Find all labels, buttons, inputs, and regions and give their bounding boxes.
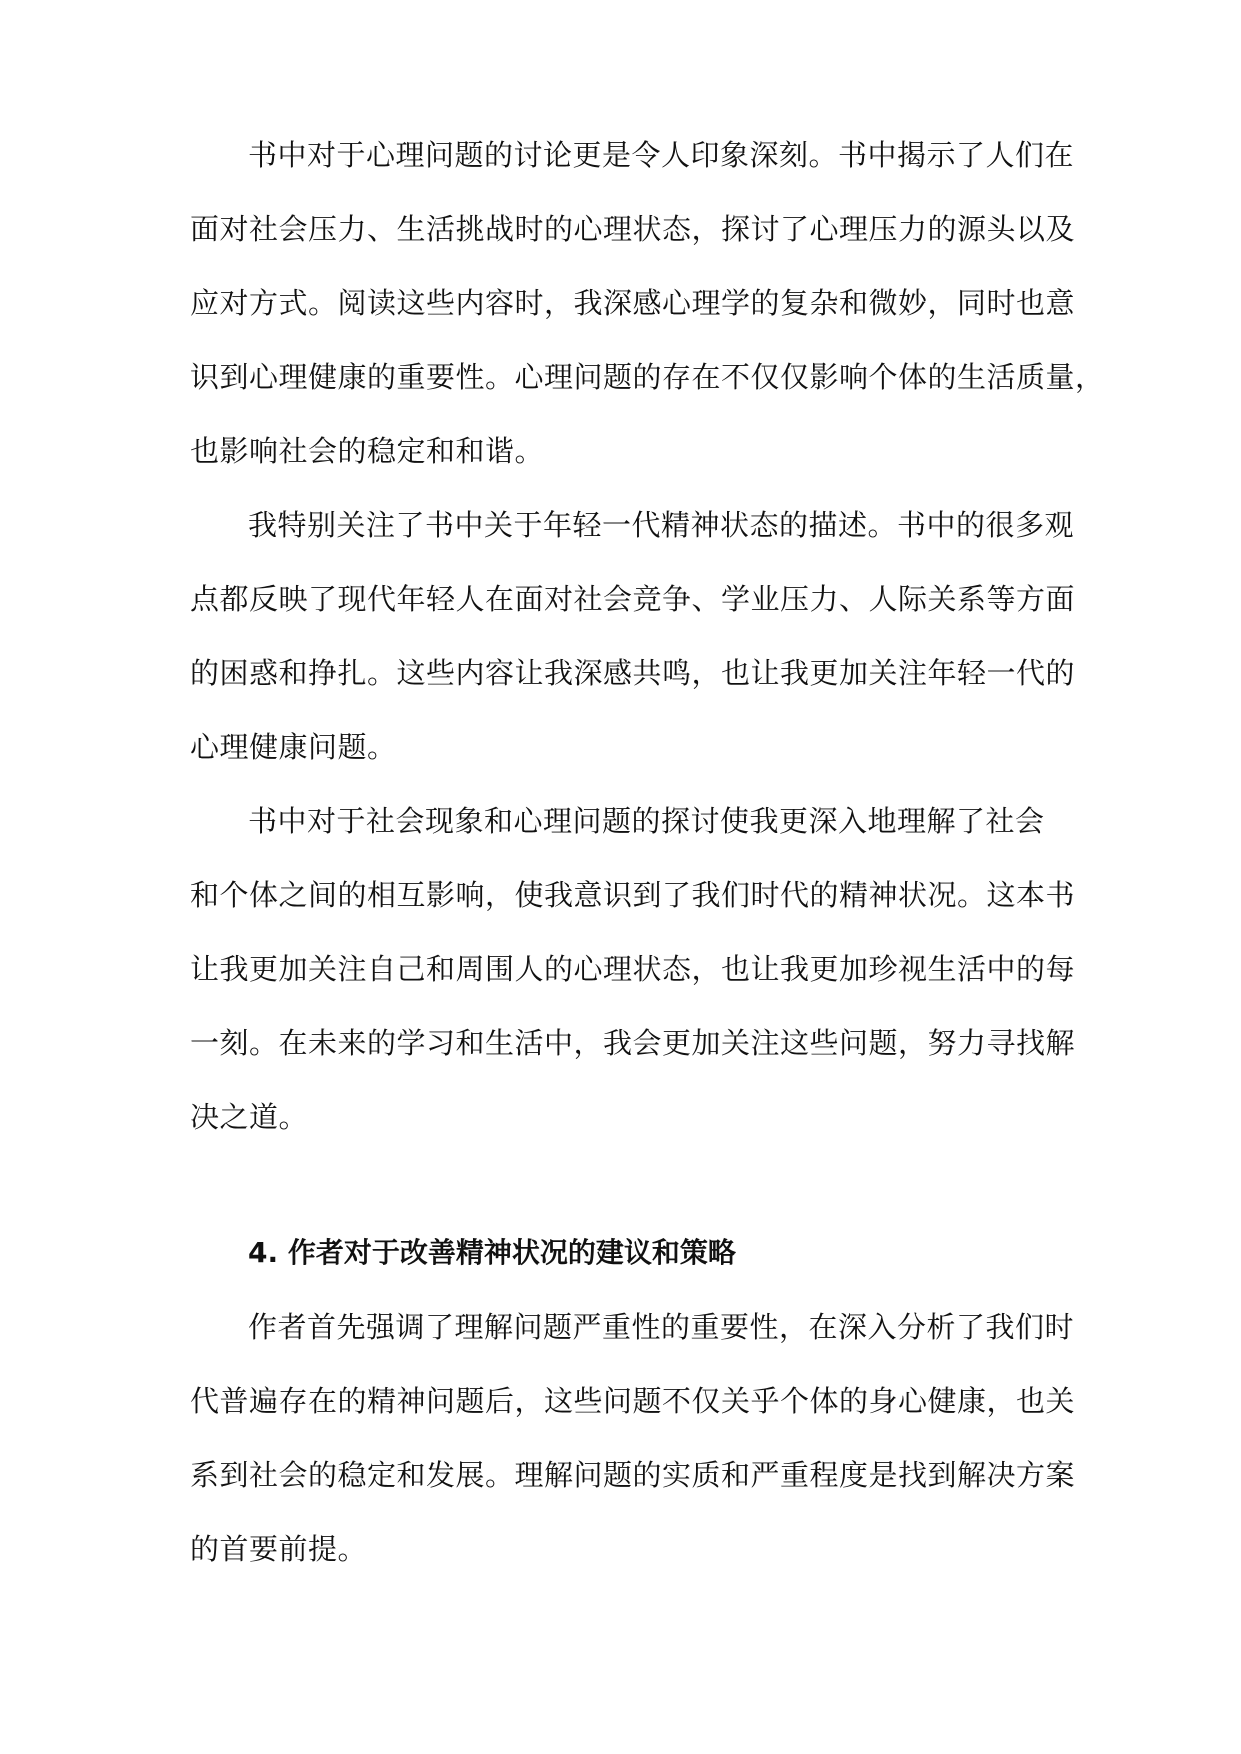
paragraph-line: 系到社会的稳定和发展。理解问题的实质和严重程度是找到解决方案 — [190, 1458, 1076, 1492]
paragraph-line: 应对方式。阅读这些内容时，我深感心理学的复杂和微妙，同时也意 — [190, 286, 1076, 320]
paragraph-line: 识到心理健康的重要性。心理问题的存在不仅仅影响个体的生活质量， — [190, 360, 1105, 394]
paragraph-line: 决之道。 — [190, 1100, 309, 1134]
paragraph-line: 作者首先强调了理解问题严重性的重要性，在深入分析了我们时 — [248, 1310, 1075, 1344]
paragraph-line: 代普遍存在的精神问题后，这些问题不仅关乎个体的身心健康，也关 — [190, 1384, 1076, 1418]
paragraph-line: 我特别关注了书中关于年轻一代精神状态的描述。书中的很多观 — [248, 508, 1075, 542]
paragraph-line: 点都反映了现代年轻人在面对社会竞争、学业压力、人际关系等方面 — [190, 582, 1076, 616]
paragraph-line: 书中对于心理问题的讨论更是令人印象深刻。书中揭示了人们在 — [248, 138, 1075, 172]
paragraph-line: 和个体之间的相互影响，使我意识到了我们时代的精神状况。这本书 — [190, 878, 1076, 912]
section-heading: 4. 作者对于改善精神状况的建议和策略 — [248, 1236, 736, 1269]
paragraph-line: 的困惑和挣扎。这些内容让我深感共鸣，也让我更加关注年轻一代的 — [190, 656, 1076, 690]
paragraph-line: 面对社会压力、生活挑战时的心理状态，探讨了心理压力的源头以及 — [190, 212, 1076, 246]
paragraph-line: 的首要前提。 — [190, 1532, 368, 1566]
paragraph-line: 书中对于社会现象和心理问题的探讨使我更深入地理解了社会 — [248, 804, 1045, 838]
paragraph-line: 一刻。在未来的学习和生活中，我会更加关注这些问题，努力寻找解 — [190, 1026, 1076, 1060]
paragraph-line: 也影响社会的稳定和和谐。 — [190, 434, 545, 468]
paragraph-line: 心理健康问题。 — [190, 730, 397, 764]
paragraph-line: 让我更加关注自己和周围人的心理状态，也让我更加珍视生活中的每 — [190, 952, 1076, 986]
